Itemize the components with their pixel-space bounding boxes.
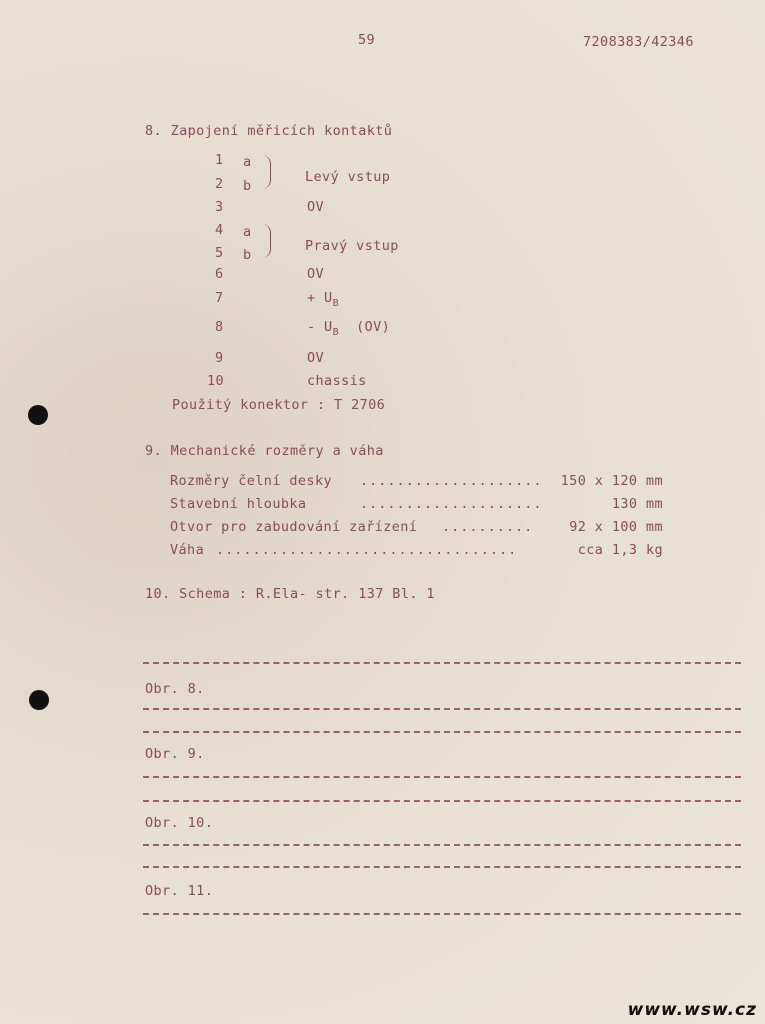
- document-number: 7208383/42346: [583, 34, 694, 50]
- figure-label: Obr. 10.: [145, 815, 214, 831]
- leader-dots: ....................: [360, 473, 543, 489]
- pin-desc: OV: [307, 266, 325, 282]
- pin-sub: b: [243, 178, 252, 194]
- pin-number: 1: [215, 152, 224, 168]
- spec-value: 92 x 100 mm: [569, 519, 663, 535]
- pin-number: 4: [215, 222, 224, 238]
- pin-number: 5: [215, 245, 224, 261]
- spec-value: 150 x 120 mm: [560, 473, 663, 489]
- punch-hole: [29, 690, 49, 710]
- leader-dots: ..........: [442, 519, 534, 535]
- dashed-rule: [143, 844, 741, 846]
- pin-desc: - $U_B$ (OV): [307, 319, 391, 338]
- brace-right-group: [262, 224, 271, 258]
- spec-value: cca 1,3 kg: [577, 542, 663, 558]
- spec-label: Váha: [170, 542, 205, 558]
- pin-number: 9: [215, 350, 224, 366]
- pin-sub: a: [243, 224, 252, 240]
- pin-sub: b: [243, 247, 252, 263]
- leader-dots: .................................: [216, 542, 518, 558]
- section-9-title: 9. Mechanické rozměry a váha: [145, 443, 384, 459]
- pin-sub: a: [243, 154, 252, 170]
- page-number: 59: [358, 32, 376, 48]
- group-right-label: Pravý vstup: [305, 238, 399, 254]
- punch-hole: [28, 405, 48, 425]
- section-10-title: 10. Schema : R.Ela- str. 137 Bl. 1: [145, 586, 435, 602]
- pin-number: 6: [215, 266, 224, 282]
- dashed-rule: [143, 708, 741, 710]
- figure-label: Obr. 9.: [145, 746, 205, 762]
- spec-label: Otvor pro zabudování zařízení: [170, 519, 418, 535]
- site-watermark: www.wsw.cz: [627, 1000, 757, 1020]
- pin-desc: chassis: [307, 373, 367, 389]
- spec-label: Rozměry čelní desky: [170, 473, 333, 489]
- brace-left-group: [262, 155, 271, 189]
- pin-number: 7: [215, 290, 224, 306]
- pin-desc: OV: [307, 199, 325, 215]
- pin-number: 10: [207, 373, 225, 389]
- dashed-rule: [143, 776, 741, 778]
- connector-line: Použitý konektor : T 2706: [172, 397, 386, 413]
- pin-number: 2: [215, 176, 224, 192]
- spec-value: 130 mm: [611, 496, 663, 512]
- dashed-rule: [143, 731, 741, 733]
- leader-dots: ....................: [360, 496, 543, 512]
- group-left-label: Levý vstup: [305, 169, 391, 185]
- dashed-rule: [143, 800, 741, 802]
- figure-label: Obr. 8.: [145, 681, 205, 697]
- pin-desc: + $U_B$: [307, 290, 340, 309]
- figure-label: Obr. 11.: [145, 883, 214, 899]
- pin-desc: OV: [307, 350, 325, 366]
- dashed-rule: [143, 866, 741, 868]
- spec-label: Stavební hloubka: [170, 496, 307, 512]
- dashed-rule: [143, 913, 741, 915]
- pin-number: 8: [215, 319, 224, 335]
- pin-number: 3: [215, 199, 224, 215]
- section-8-title: 8. Zapojení měřicích kontaktů: [145, 123, 393, 139]
- dashed-rule: [143, 662, 741, 664]
